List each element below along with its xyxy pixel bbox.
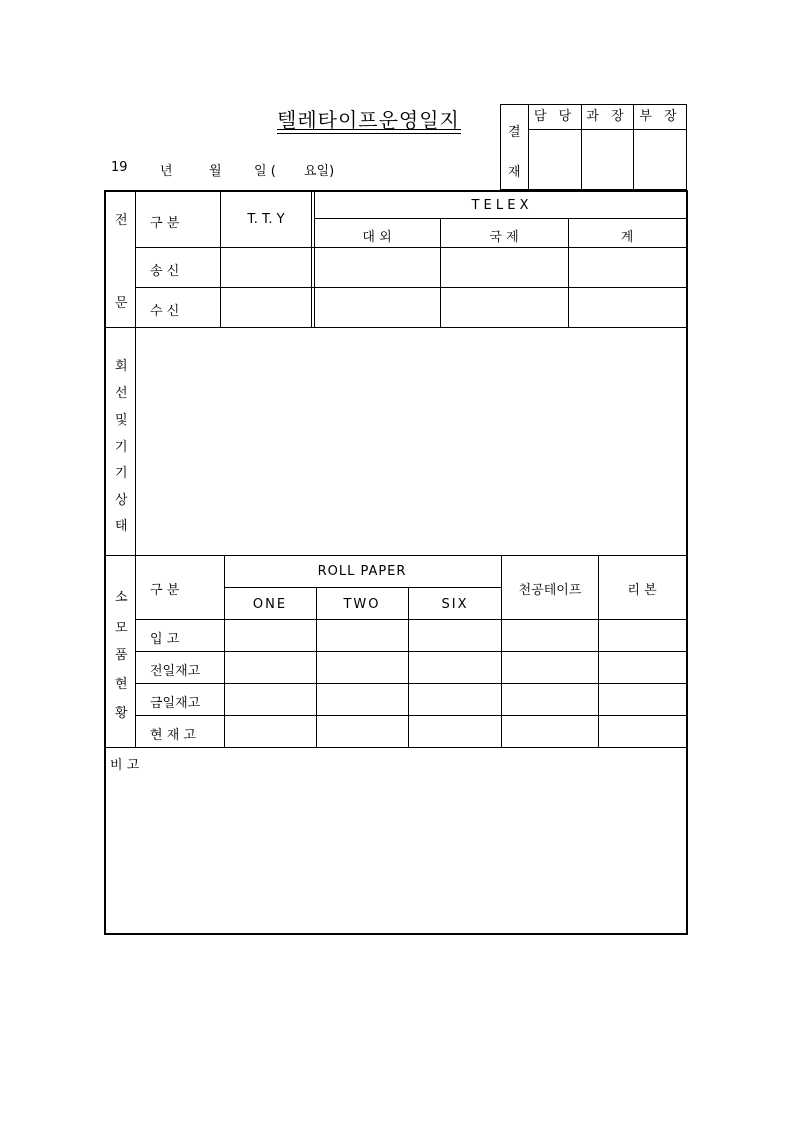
- consumables-char: 모: [115, 621, 128, 636]
- line-status-input-area[interactable]: [136, 328, 686, 555]
- roll-paper-header: ROLL PAPER: [317, 564, 407, 579]
- telegram-row-send-label: 송 신: [150, 264, 180, 279]
- telegram-header-telex: T E L E X: [471, 198, 529, 213]
- line-status-char: 및: [115, 413, 128, 428]
- roll-paper-sub-divider: [224, 587, 501, 588]
- telegram-col-line: [311, 192, 312, 327]
- ribbon-header: 리 본: [627, 583, 657, 598]
- consumables-row-label: 전일재고: [150, 664, 201, 679]
- approval-label: [501, 105, 529, 191]
- date-month-label: 월: [209, 164, 222, 179]
- date-day-label: 일 (: [254, 164, 276, 179]
- consumables-row-label: 현 재 고: [150, 728, 196, 743]
- consumables-char: 황: [115, 706, 128, 721]
- telex-domestic-header: 대 외: [362, 230, 392, 245]
- telegram-row-receive-label: 수 신: [150, 304, 180, 319]
- line-status-char: 상: [115, 493, 128, 508]
- telegram-col-line: [440, 218, 441, 327]
- approval-cell-manager[interactable]: [581, 105, 634, 191]
- line-status-char: 기: [115, 440, 128, 455]
- telex-international-header: 국 제: [489, 230, 519, 245]
- approval-label-bottom: 재: [508, 165, 521, 180]
- line-status-char: 선: [115, 386, 128, 401]
- telegram-header-category: 구 분: [150, 216, 180, 231]
- roll-paper-six-header: SIX: [441, 597, 469, 612]
- telegram-header-bottom: [135, 247, 686, 248]
- remarks-input-area[interactable]: [106, 772, 686, 932]
- approval-box: [500, 104, 687, 190]
- line-status-char: 태: [115, 519, 128, 534]
- line-status-char: 기: [115, 466, 128, 481]
- consumables-char: 소: [115, 590, 128, 605]
- telegram-col-line: [568, 218, 569, 327]
- consumables-char: 품: [115, 648, 128, 663]
- telegram-label-bottom: 문: [115, 296, 128, 311]
- approval-cell-staff[interactable]: [528, 105, 582, 191]
- line-status-bottom: [106, 555, 686, 556]
- consumables-row-line: [135, 651, 686, 652]
- roll-paper-two-header: TWO: [343, 597, 381, 612]
- page-title: 텔레타이프운영일지: [277, 108, 460, 132]
- date-weekday-label: 요일): [304, 164, 335, 179]
- telex-sub-divider: [314, 218, 686, 219]
- consumables-header-category: 구 분: [150, 583, 180, 598]
- consumables-char: 현: [115, 677, 128, 692]
- consumables-row-label: 입 고: [150, 632, 180, 647]
- log-form-table: [104, 190, 688, 935]
- approval-label-top: 결: [508, 125, 521, 140]
- consumables-row-label: 금일재고: [150, 696, 201, 711]
- telex-total-header: 계: [620, 230, 634, 245]
- telegram-label-top: 전: [115, 213, 128, 228]
- title-underline: [277, 129, 461, 134]
- punch-tape-header: 천공테이프: [518, 583, 582, 598]
- line-status-char: 회: [115, 359, 128, 374]
- consumables-col-line: [316, 587, 317, 747]
- consumables-row-line: [135, 683, 686, 684]
- consumables-row-line: [135, 715, 686, 716]
- approval-header-staff: 담 당: [528, 105, 581, 130]
- telegram-row-divider: [135, 287, 686, 288]
- date-year-label: 년: [160, 164, 173, 179]
- telegram-col-line: [314, 192, 315, 327]
- consumables-col-line: [598, 555, 599, 747]
- approval-header-manager: 과 장: [581, 105, 633, 130]
- consumables-col-line: [408, 587, 409, 747]
- approval-cell-director[interactable]: [633, 105, 687, 191]
- date-year-prefix[interactable]: 19: [111, 160, 128, 175]
- consumables-col-line: [224, 555, 225, 747]
- consumables-section-bottom: [106, 747, 686, 748]
- roll-paper-one-header: ONE: [252, 597, 288, 612]
- consumables-header-bottom: [135, 619, 686, 620]
- remarks-label: 비 고: [110, 758, 140, 773]
- consumables-col-line: [501, 555, 502, 747]
- approval-header-director: 부 장: [633, 105, 687, 130]
- telegram-header-tty: T. T. Y: [247, 212, 285, 227]
- telegram-col-line: [220, 192, 221, 327]
